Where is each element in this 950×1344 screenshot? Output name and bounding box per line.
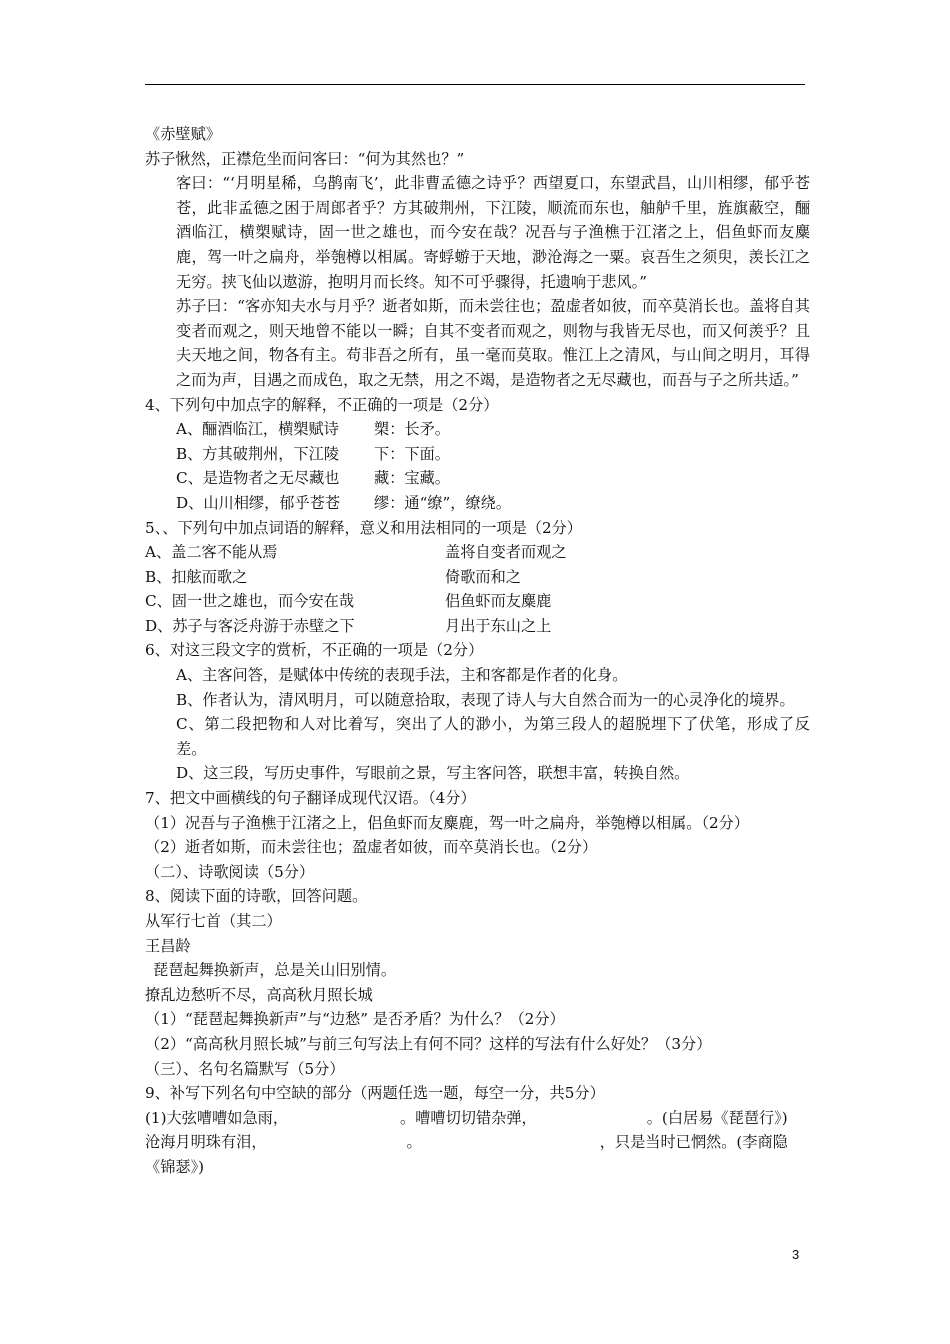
q9-line-3: 《锦瑟》) [145,1157,205,1176]
document-body [145,122,810,1180]
q4-option-d [145,491,810,516]
q7-sentence-1: （1）况吾与子渔樵于江渚之上，侣鱼虾而友麋鹿，驾一叶之扁舟，举匏樽以相属。（2分） [145,813,750,832]
question-5-stem: 5、、下列句中加点词语的解释，意义和用法相同的一项是（2分） [145,518,582,537]
option-left: D、苏子与客泛舟游于赤壁之下 [145,616,355,635]
page-number: 3 [792,1247,800,1262]
q4-option-a [145,417,810,442]
q8-subquestion-2: （2）“高高秋月照长城”与前三句写法上有何不同？这样的写法有什么好处？（3分） [145,1034,712,1053]
option-text: D、山川相缪，郁乎苍苍 [176,493,341,512]
intro-line: 苏子愀然，正襟危坐而问客曰：“何为其然也？” [145,149,465,168]
option-text: C、是造物者之无尽藏也 [176,469,340,488]
q9-line-2 [145,1130,810,1155]
q6-option-a: A、主客问答，是赋体中传统的表现手法，主和客都是作者的化身。 [176,666,628,685]
q6-option-b: B、作者认为，清风明月，可以随意拾取，表现了诗人与大自然合而为一的心灵净化的境界。 [176,690,795,709]
question-4-stem: 4、下列句中加点字的解释，不正确的一项是（2分） [145,395,499,414]
q4-option-b [145,442,810,467]
q5-option-a [145,540,810,565]
option-right: 倚歌而和之 [445,567,521,586]
q9-line-2-c: ，只是当时已惘然。(李商隐 [599,1133,788,1152]
option-text: B、方其破荆州，下江陵 [176,444,340,463]
section-3-heading: （三）、名句名篇默写（5分） [145,1059,345,1078]
option-left: C、固一世之雄也，而今安在哉 [145,592,355,611]
q4-option-c [145,466,810,491]
q9-line-2-a: 沧海月明珠有泪， [145,1133,267,1152]
q9-line-1-b: 。嘈嘈切切错杂弹， [400,1108,537,1127]
poem-line-1: 琵琶起舞换新声，总是关山旧别情。 [153,961,396,980]
poem-line-2: 撩乱边愁听不尽，高高秋月照长城 [145,985,373,1004]
option-gloss: 藏：宝藏。 [374,469,450,488]
option-text: A、酾酒临江，横槊赋诗 [176,420,339,439]
q9-line-2-b: 。 [406,1133,422,1152]
option-right: 月出于东山之上 [445,616,552,635]
option-left: B、扣舷而歌之 [145,567,248,586]
poem-author: 王昌龄 [145,936,191,955]
question-6-stem: 6、对这三段文字的赏析，不正确的一项是（2分） [145,641,484,660]
q6-option-c: C、第二段把物和人对比着写，突出了人的渺小，为第三段人的超脱埋下了伏笔，形成了反差。 [176,715,810,758]
q9-line-1 [145,1106,810,1131]
paragraph-1: 客曰：“‘月明星稀，乌鹊南飞’，此非曹孟德之诗乎？西望夏口，东望武昌，山川相缪，郁乎苍苍，此非孟德之困于周郎者乎？方其破荆州，下江陵，顺流而东也，舳舻千里，旌旗蔽空，酾酒临江，横槊赋诗，固一世之雄也，而今安在哉？况吾与子渔樵于江渚之上，侣鱼虾而友麋鹿，驾一叶之扁舟，举匏樽以相属。寄蜉蝣于天地，渺沧海之一粟。哀吾生之须臾，羡长江之无穷。挟飞仙以遨游，抱明月而长终。知不可乎骤得，托遗响于悲风。” [176,174,810,291]
option-gloss: 槊：长矛。 [374,420,450,439]
question-9-stem: 9、补写下列名句中空缺的部分（两题任选一题，每空一分，共5分） [145,1084,605,1103]
option-left: A、盖二客不能从焉 [145,543,278,562]
q9-line-1-a: (1)大弦嘈嘈如急雨， [145,1108,289,1127]
q7-sentence-2: （2）逝者如斯，而未尝往也；盈虚者如彼，而卒莫消长也。（2分） [145,838,598,857]
q8-subquestion-1: （1）“琵琶起舞换新声”与“边愁” 是否矛盾？为什么？（2分） [145,1010,565,1029]
text-title: 《赤壁赋》 [145,125,221,143]
poem-title: 从军行七首（其二） [145,912,282,930]
section-2-heading: （二）、诗歌阅读（5分） [145,862,315,881]
q5-option-c [145,589,810,614]
option-gloss: 缪：通“缭”，缭绕。 [374,493,512,512]
option-gloss: 下：下面。 [374,444,450,463]
q9-line-1-c: 。(白居易《琵琶行》) [646,1108,788,1127]
option-right: 盖将自变者而观之 [445,543,567,562]
q6-option-d: D、这三段，写历史事件，写眼前之景，写主客问答，联想丰富，转换自然。 [176,764,690,783]
paragraph-2: 苏子曰：“客亦知夫水与月乎？逝者如斯，而未尝往也；盈虚者如彼，而卒莫消长也。盖将自其变者而观之，则天地曾不能以一瞬；自其不变者而观之，则物与我皆无尽也，而又何羡乎？且夫天地之间，物各有主。苟非吾之所有，虽一毫而莫取。惟江上之清风，与山间之明月，耳得之而为声，目遇之而成色，取之无禁，用之不竭，是造物者之无尽藏也，而吾与子之所共适。” [176,297,810,389]
question-7-stem: 7、把文中画横线的句子翻译成现代汉语。（4分） [145,789,476,808]
question-8-stem: 8、阅读下面的诗歌，回答问题。 [145,887,368,906]
option-right: 侣鱼虾而友麋鹿 [445,592,552,611]
q5-option-b [145,565,810,590]
header-rule [145,84,805,85]
q5-option-d [145,614,810,639]
